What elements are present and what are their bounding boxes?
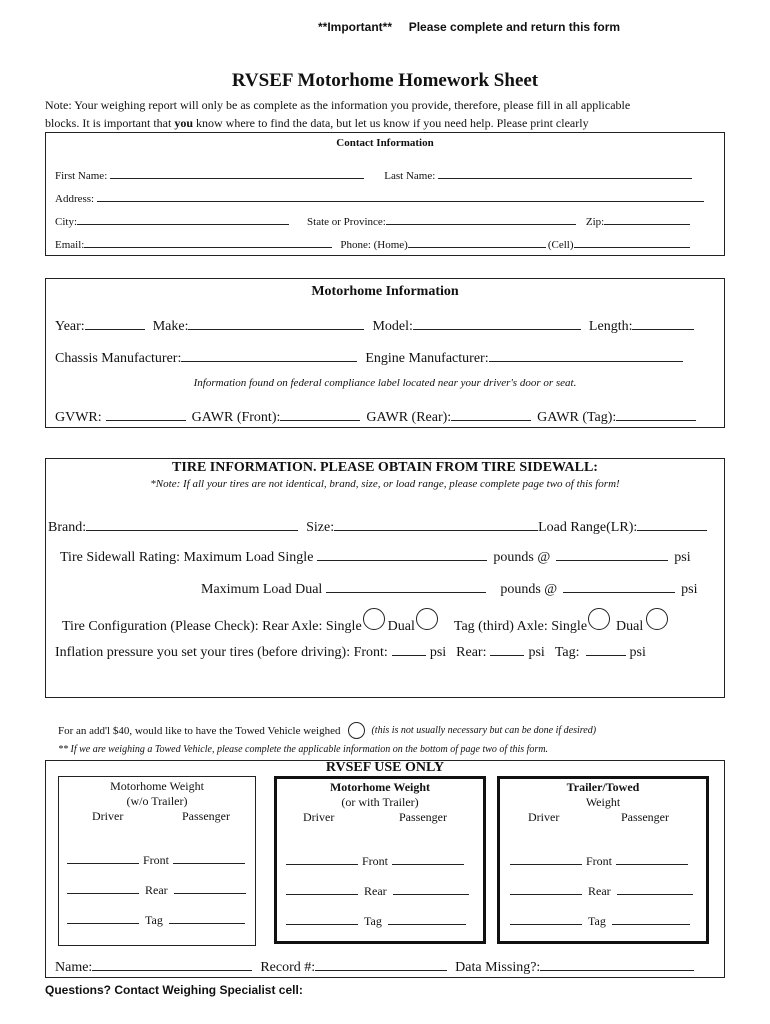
col3-title-2: Weight — [585, 795, 621, 809]
towed-vehicle-checkbox[interactable] — [348, 722, 365, 739]
brand-row — [48, 516, 707, 536]
col3-front-passenger-field[interactable] — [616, 852, 688, 865]
note-line-1: Note: Your weighing report will only be as complete as the information you provide, therefore, please fill in all applicable — [45, 98, 631, 112]
first-name-label: First Name: — [55, 170, 108, 182]
city-row — [55, 212, 690, 228]
col2-rear-label: Rear — [364, 884, 387, 898]
col1-tag-driver-field[interactable] — [67, 911, 139, 924]
make-label: Make: — [152, 319, 189, 334]
gawr-rear-field[interactable] — [451, 406, 531, 421]
name-row — [55, 166, 692, 182]
col1-tag-label: Tag — [145, 913, 163, 927]
col2-tag-label: Tag — [364, 914, 382, 928]
col2-rear-passenger-field[interactable] — [393, 882, 469, 895]
questions-footer: Questions? Contact Weighing Specialist cell: — [45, 983, 303, 997]
gawr-front-field[interactable] — [280, 406, 360, 421]
col1-title-1: Motorhome Weight — [110, 779, 204, 793]
state-field[interactable] — [386, 212, 576, 225]
col3-front-driver-field[interactable] — [510, 852, 582, 865]
col2-front-driver-field[interactable] — [286, 852, 358, 865]
size-label: Size: — [306, 520, 335, 535]
col2-front-row — [286, 852, 464, 869]
make-field[interactable] — [188, 315, 364, 330]
length-field[interactable] — [632, 315, 694, 330]
col3-tag-passenger-field[interactable] — [612, 912, 690, 925]
max-single-field[interactable] — [317, 546, 487, 561]
col1-passenger: Passenger — [182, 809, 230, 823]
cell-label: (Cell) — [547, 239, 574, 251]
col1-tag-passenger-field[interactable] — [169, 911, 245, 924]
col2-tag-driver-field[interactable] — [286, 912, 358, 925]
contact-heading: Contact Information — [336, 137, 434, 149]
col1-title-2: (w/o Trailer) — [126, 794, 188, 808]
use-only-heading: RVSEF USE ONLY — [325, 760, 445, 775]
address-label: Address: — [55, 193, 95, 205]
zip-label: Zip: — [585, 216, 605, 228]
inflation-row — [55, 641, 646, 661]
engine-field[interactable] — [489, 347, 683, 362]
brand-label: Brand: — [48, 520, 87, 535]
phone-home-label: Phone: (Home) — [340, 239, 408, 251]
tag-dual-checkbox[interactable] — [646, 608, 668, 630]
gawr-front-label: GAWR (Front): — [191, 410, 281, 425]
record-label: Record #: — [260, 960, 316, 975]
first-name-field[interactable] — [110, 166, 364, 179]
model-label: Model: — [372, 319, 413, 334]
last-name-field[interactable] — [438, 166, 692, 179]
email-label: Email: — [55, 239, 85, 251]
col2-front-passenger-field[interactable] — [392, 852, 464, 865]
col2-driver: Driver — [303, 810, 335, 824]
year-label: Year: — [55, 319, 85, 334]
config-row — [62, 608, 668, 635]
dual-psi-field[interactable] — [563, 578, 675, 593]
col2-rear-driver-field[interactable] — [286, 882, 358, 895]
return-instruction: Please complete and return this form — [408, 20, 621, 34]
col2-front-label: Front — [362, 854, 389, 868]
phone-home-field[interactable] — [408, 235, 546, 248]
record-field[interactable] — [315, 956, 447, 971]
col2-title-1: Motorhome Weight — [329, 780, 431, 794]
motorhome-heading: Motorhome Information — [311, 284, 459, 299]
important-header — [318, 20, 620, 34]
page-title: RVSEF Motorhome Homework Sheet — [231, 70, 539, 91]
gvwr-field[interactable] — [106, 406, 186, 421]
tire-heading: TIRE INFORMATION. PLEASE OBTAIN FROM TIRE SIDEWALL: — [172, 460, 598, 475]
data-missing-label: Data Missing?: — [455, 960, 541, 975]
note-line-2 — [45, 116, 589, 131]
last-name-label: Last Name: — [384, 170, 436, 182]
rear-pressure-field[interactable] — [490, 641, 524, 656]
rear-dual-checkbox[interactable] — [416, 608, 438, 630]
size-field[interactable] — [334, 516, 538, 531]
config-label: Tire Configuration (Please Check): Rear Axle: Single — [62, 619, 362, 634]
tag-dual-label: Dual — [616, 619, 644, 634]
gawr-tag-label: GAWR (Tag): — [537, 410, 617, 425]
compliance-note: Information found on federal compliance label located near your driver's door or seat. — [193, 377, 577, 389]
rear-dual-label: Dual — [387, 619, 415, 634]
col1-front-label: Front — [143, 853, 170, 867]
rear-single-checkbox[interactable] — [363, 608, 385, 630]
important-label: **Important** — [318, 20, 393, 34]
load-range-field[interactable] — [637, 516, 707, 531]
model-field[interactable] — [413, 315, 581, 330]
col1-front-row — [67, 851, 245, 868]
tag-single-checkbox[interactable] — [588, 608, 610, 630]
zip-field[interactable] — [604, 212, 690, 225]
col3-driver: Driver — [528, 810, 560, 824]
col1-front-driver-field[interactable] — [67, 851, 139, 864]
data-missing-field[interactable] — [540, 956, 694, 971]
col3-rear-passenger-field[interactable] — [617, 882, 693, 895]
col3-tag-driver-field[interactable] — [510, 912, 582, 925]
col2-tag-row — [286, 912, 466, 929]
towed-offer-note: (this is not usually necessary but can be done if desired) — [371, 725, 597, 736]
note-text-b: know where to find the data, but let us know if you need help. Please print clearly — [193, 116, 589, 130]
col2-passenger: Passenger — [399, 810, 447, 824]
name-field[interactable] — [92, 956, 252, 971]
col3-rear-label: Rear — [588, 884, 611, 898]
psi-label: psi — [674, 550, 691, 565]
engine-label: Engine Manufacturer: — [365, 351, 489, 366]
col1-rear-driver-field[interactable] — [67, 881, 139, 894]
psi-label-2: psi — [681, 582, 698, 597]
gvwr-row — [55, 406, 696, 426]
name-label: Name: — [55, 960, 93, 975]
col2-rear-row — [286, 882, 469, 899]
note-emphasis: you — [174, 116, 194, 130]
email-row — [55, 235, 690, 251]
max-dual-field[interactable] — [326, 578, 486, 593]
max-dual-row — [201, 578, 698, 598]
brand-field[interactable] — [86, 516, 298, 531]
front-psi-label: psi — [429, 645, 447, 660]
col3-front-label: Front — [586, 854, 613, 868]
year-field[interactable] — [85, 315, 145, 330]
towed-note: ** If we are weighing a Towed Vehicle, please complete the applicable information on the bottom of page two of this form. — [58, 744, 549, 755]
rear-pressure-label: Rear: — [456, 645, 487, 660]
gawr-tag-field[interactable] — [616, 406, 696, 421]
address-field[interactable] — [97, 189, 704, 202]
inflation-label: Inflation pressure you set your tires (before driving): Front: — [55, 645, 388, 660]
gvwr-label: GVWR: — [55, 410, 102, 425]
city-field[interactable] — [77, 212, 289, 225]
tag-pressure-label: Tag: — [554, 645, 580, 660]
col1-driver: Driver — [92, 809, 124, 823]
gawr-rear-label: GAWR (Rear): — [366, 410, 452, 425]
front-pressure-field[interactable] — [392, 641, 426, 656]
max-dual-label: Maximum Load Dual — [201, 582, 323, 597]
col1-rear-passenger-field[interactable] — [174, 881, 246, 894]
chassis-field[interactable] — [181, 347, 357, 362]
col3-passenger: Passenger — [621, 810, 669, 824]
vehicle-row — [55, 315, 694, 335]
chassis-label: Chassis Manufacturer: — [55, 351, 182, 366]
towed-offer-row — [58, 722, 596, 739]
pounds-at-label: pounds @ — [493, 550, 551, 565]
load-range-label: Load Range(LR): — [538, 520, 638, 535]
col2-tag-passenger-field[interactable] — [388, 912, 466, 925]
manufacturer-row — [55, 347, 683, 367]
col2-title-2: (or with Trailer) — [341, 795, 419, 809]
tag-axle-label: Tag (third) Axle: Single — [453, 619, 588, 634]
col3-title-1: Trailer/Towed — [566, 780, 640, 794]
single-psi-field[interactable] — [556, 546, 668, 561]
towed-offer-label: For an add'l $40, would like to have the Towed Vehicle weighed — [58, 724, 341, 737]
col3-tag-label: Tag — [588, 914, 606, 928]
col1-rear-label: Rear — [145, 883, 168, 897]
sidewall-rating-label: Tire Sidewall Rating: Maximum Load Single — [60, 550, 314, 565]
tag-pressure-field[interactable] — [586, 641, 626, 656]
col3-rear-driver-field[interactable] — [510, 882, 582, 895]
length-label: Length: — [588, 319, 633, 334]
max-single-row — [60, 546, 691, 566]
note-text-a: blocks. It is important that — [45, 116, 175, 130]
tag-psi-label: psi — [629, 645, 646, 660]
address-row — [55, 189, 704, 205]
col1-tag-row — [67, 911, 245, 928]
col3-tag-row — [510, 912, 690, 929]
record-row — [55, 956, 694, 976]
col3-rear-row — [510, 882, 693, 899]
rear-psi-label: psi — [528, 645, 545, 660]
col1-rear-row — [67, 881, 246, 898]
state-label: State or Province: — [307, 216, 386, 228]
cell-field[interactable] — [574, 235, 690, 248]
city-label: City: — [55, 216, 78, 228]
email-field[interactable] — [84, 235, 332, 248]
col1-front-passenger-field[interactable] — [173, 851, 245, 864]
pounds-at-label-2: pounds @ — [500, 582, 558, 597]
tire-note: *Note: If all your tires are not identical, brand, size, or load range, please complete page two of this form! — [150, 478, 620, 490]
col3-front-row — [510, 852, 688, 869]
